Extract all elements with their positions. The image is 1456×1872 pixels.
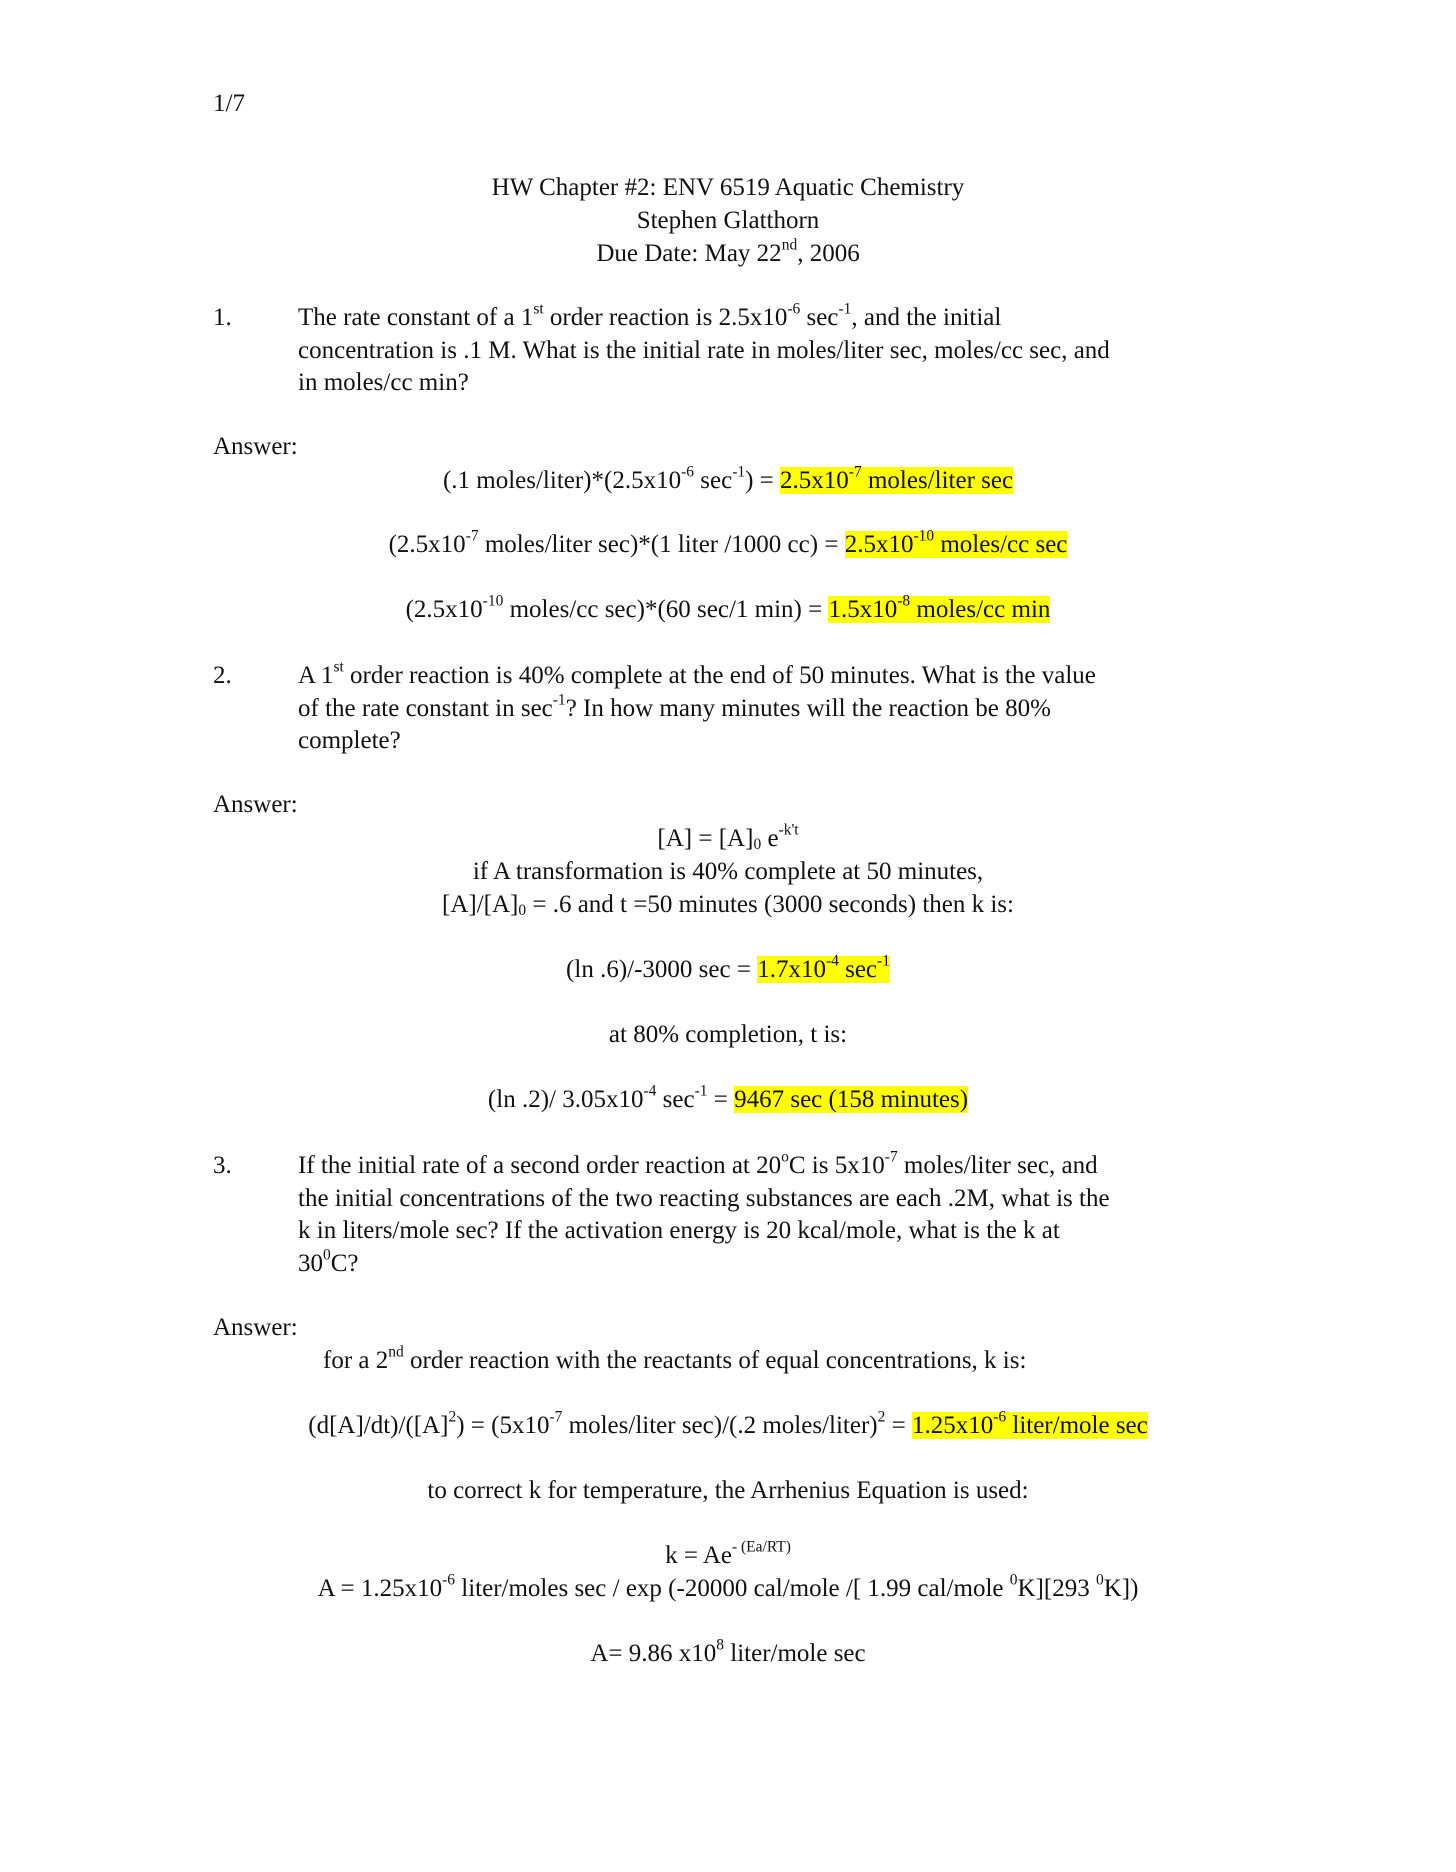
due-date — [0, 238, 1456, 271]
t-sup: -4 — [643, 1082, 657, 1100]
q3-text-part: C? — [330, 1249, 359, 1277]
answer-label-2: Answer: — [213, 791, 298, 818]
q2-sup: -1 — [552, 690, 566, 708]
t-part: sec — [656, 1086, 695, 1113]
q3-A-calculation — [0, 1573, 1456, 1606]
question-3-number: 3. — [213, 1152, 232, 1179]
q3-arrhenius-equation — [0, 1540, 1456, 1573]
q3-text-part: moles/liter sec, and — [897, 1152, 1098, 1179]
due-date-sup: nd — [781, 236, 798, 254]
question-3-line-2: the initial concentrations of the two reacting substances are each .2M, what is the — [298, 1184, 1110, 1212]
ratio-sub: 0 — [518, 902, 527, 920]
a2-part: moles/liter sec)*(1 liter /1000 cc) = — [478, 531, 845, 558]
highlighted-answer — [757, 952, 890, 983]
question-2-line-2 — [298, 690, 1238, 726]
a2-hl-sup: -10 — [913, 527, 935, 545]
a1-hl-part: moles/liter sec — [861, 467, 1014, 494]
q2-text-part: A 1 — [298, 662, 334, 689]
q3-k-result — [0, 1410, 1456, 1443]
a2-hl-part: 2.5x10 — [844, 531, 914, 558]
a3-part: (2.5x10 — [405, 596, 483, 623]
question-1-line-1 — [298, 302, 1238, 335]
q3-correct-line: to correct k for temperature, the Arrhenius Equation is used: — [427, 1477, 1029, 1504]
k3-sup: 2 — [877, 1408, 886, 1426]
question-3-line-3: k in liters/mole sec? If the activation energy is 20 kcal/mole, what is the k at — [298, 1217, 1060, 1244]
highlighted-answer — [780, 463, 1014, 494]
ratio-part: [A]/[A] — [442, 891, 519, 918]
q3-sup: -7 — [884, 1148, 898, 1166]
due-date-text: Due Date: May 22 — [596, 240, 782, 267]
eq-part: [A] = [A] — [657, 825, 754, 852]
t-part: = — [707, 1086, 735, 1113]
k3-hl-sup: -6 — [993, 1408, 1007, 1426]
k3-part: (d[A]/dt)/([A] — [308, 1412, 449, 1439]
a1-part: (.1 moles/liter)*(2.5x10 — [442, 467, 682, 494]
q2-text-part: order reaction is 40% complete at the end of 50 minutes. What is the value — [343, 662, 1096, 689]
eq-sup: -k't — [778, 821, 799, 839]
a3-hl-part: moles/cc min — [910, 596, 1051, 623]
question-3-text — [298, 1150, 1238, 1280]
A-part: K]) — [1103, 1575, 1139, 1602]
q1-answer-line-1 — [0, 465, 1456, 498]
a1-hl-sup: -7 — [848, 463, 862, 481]
a1-part: ) = — [745, 467, 781, 494]
a2-sup: -7 — [465, 527, 479, 545]
author-name: Stephen Glatthorn — [636, 207, 820, 234]
q3-order-line — [323, 1345, 1026, 1378]
q1-answer-line-2 — [0, 529, 1456, 562]
q2-condition-line: if A transformation is 40% complete at 50 minutes, — [472, 858, 984, 885]
eq-sub: 0 — [753, 836, 762, 854]
q3-text-part: If the initial rate of a second order reaction at 20 — [298, 1152, 782, 1179]
A-sup: 0 — [1095, 1571, 1104, 1589]
Aval-sup: 8 — [716, 1636, 725, 1654]
k-hl-sup: -4 — [825, 952, 839, 970]
q1-sup: -6 — [787, 300, 801, 318]
q3-sup: o — [781, 1148, 789, 1166]
a2-part: (2.5x10 — [388, 531, 466, 558]
A-part: A = 1.25x10 — [317, 1575, 443, 1602]
k-hl-part: sec — [838, 956, 878, 983]
ratio-part: = .6 and t =50 minutes (3000 seconds) then k is: — [526, 891, 1014, 918]
answer-label-3: Answer: — [213, 1314, 298, 1341]
k3-part: ) = (5x10 — [456, 1412, 550, 1439]
answer-label-1: Answer: — [213, 433, 298, 460]
highlighted-answer — [828, 592, 1051, 623]
A-part: liter/moles sec / exp (-20000 cal/mole /[ 1.99 cal/mole — [455, 1575, 1010, 1602]
k3-part: = — [885, 1412, 912, 1439]
q1-answer-line-3 — [0, 594, 1456, 627]
q1-text-part: The rate constant of a 1 — [298, 304, 534, 331]
a3-sup: -10 — [482, 592, 504, 610]
for-part: order reaction with the reactants of equal concentrations, k is: — [403, 1347, 1027, 1374]
k-part: (ln .6)/-3000 sec = — [566, 956, 758, 983]
q3-text-part: 30 — [298, 1249, 323, 1277]
question-3-line-4 — [298, 1245, 1238, 1281]
highlighted-answer — [911, 1408, 1148, 1439]
t-sup: -1 — [694, 1082, 708, 1100]
document-title: HW Chapter #2: ENV 6519 Aquatic Chemistry — [491, 174, 965, 201]
q2-text-part: of the rate constant in sec — [298, 694, 553, 722]
question-3-line-1 — [298, 1150, 1238, 1183]
a3-hl-part: 1.5x10 — [828, 596, 898, 623]
q2-t-result — [0, 1084, 1456, 1117]
question-1-text — [298, 302, 1238, 400]
arr-sup: - (Ea/RT) — [731, 1538, 791, 1556]
k3-hl-part: liter/mole sec — [1006, 1412, 1148, 1439]
q2-k-result — [0, 954, 1456, 987]
highlighted-answer: 9467 sec (158 minutes) — [734, 1086, 969, 1113]
a3-part: moles/cc sec)*(60 sec/1 min) = — [503, 596, 829, 623]
q3-text-part: C is 5x10 — [788, 1152, 885, 1179]
A-sup: 0 — [1009, 1571, 1018, 1589]
for-part: for a 2 — [323, 1347, 389, 1374]
q2-ratio-line — [0, 889, 1456, 922]
q2-at80-line: at 80% completion, t is: — [608, 1021, 848, 1048]
Aval-part: A= 9.86 x10 — [590, 1640, 717, 1667]
question-2-text — [298, 660, 1238, 758]
A-sup: -6 — [442, 1571, 456, 1589]
page-number: 1/7 — [213, 90, 245, 117]
q2-rate-equation — [0, 823, 1456, 856]
Aval-part: liter/mole sec — [724, 1640, 866, 1667]
q3-sup: 0 — [323, 1245, 331, 1263]
q3-A-value — [0, 1638, 1456, 1671]
q2-sup: st — [333, 658, 344, 676]
q1-sup: st — [533, 300, 544, 318]
question-1-line-2: concentration is .1 M. What is the initial rate in moles/liter sec, moles/cc sec, and — [298, 336, 1110, 364]
a1-part: sec — [694, 467, 733, 494]
arr-part: k = Ae — [665, 1542, 732, 1569]
A-part: K][293 — [1017, 1575, 1096, 1602]
for-sup: nd — [388, 1343, 404, 1361]
question-1-number: 1. — [213, 304, 232, 331]
q1-text-part: , and the initial — [851, 304, 1002, 331]
k-hl-part: 1.7x10 — [757, 956, 826, 983]
k3-sup: -7 — [549, 1408, 563, 1426]
k3-sup: 2 — [448, 1408, 457, 1426]
k-hl-sup: -1 — [877, 952, 890, 970]
a1-sup: -6 — [681, 463, 695, 481]
q2-text-part: ? In how many minutes will the reaction be 80% — [565, 694, 1051, 722]
eq-part: e — [761, 825, 779, 852]
question-2-line-1 — [298, 660, 1238, 693]
question-2-number: 2. — [213, 662, 232, 689]
k3-hl-part: 1.25x10 — [911, 1412, 994, 1439]
q1-text-part: order reaction is 2.5x10 — [543, 304, 788, 331]
a1-sup: -1 — [732, 463, 746, 481]
a3-hl-sup: -8 — [897, 592, 911, 610]
q1-sup: -1 — [838, 300, 852, 318]
question-2-line-3: complete? — [298, 727, 401, 754]
due-date-year: , 2006 — [797, 240, 860, 267]
t-part: (ln .2)/ 3.05x10 — [487, 1086, 644, 1113]
a2-hl-part: moles/cc sec — [934, 531, 1068, 558]
k3-part: moles/liter sec)/(.2 moles/liter) — [562, 1412, 878, 1439]
highlighted-answer — [844, 527, 1068, 558]
question-1-line-3: in moles/cc min? — [298, 369, 469, 396]
a1-hl-part: 2.5x10 — [780, 467, 849, 494]
q1-text-part: sec — [800, 304, 839, 331]
